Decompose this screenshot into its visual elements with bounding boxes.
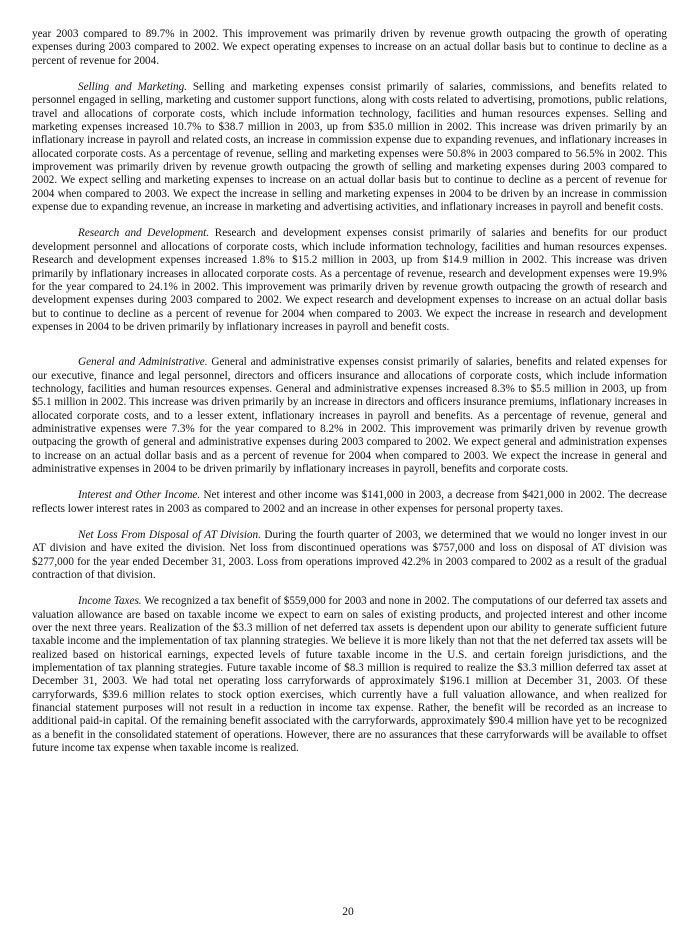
- paragraph-text: year 2003 compared to 89.7% in 2002. This improvement was primarily driven by revenue growth outpacing the growth of operating expenses during 2003 compared to 2002. We expect operating expenses to increase on an actual dollar basis but to continue to decline as a percent of revenue for 2004.: [32, 28, 667, 67]
- paragraph-gap: [32, 334, 667, 356]
- document-page: [32, 28, 667, 756]
- paragraph-gap: [32, 214, 667, 227]
- paragraph-text: Research and development expenses consist primarily of salaries and benefits for our product development personnel and allocations of corporate costs, which include information technology, facilities and human resources expenses. Research and development expenses increased 1.8% to $15.2 million in 2003, up from $14.9 million in 2002. This increase was driven primarily by inflationary increases in allocated corporate costs. As a percentage of revenue, research and development expenses were 19.9% for the year compared to 24.1% in 2002. This improvement was primarily driven by revenue growth outpacing the growth of research and development expenses during 2003 compared to 2002. We expect research and development expenses to increase on an actual dollar basis but to continue to decline as a percent of revenue for 2004 when compared to 2003. We expect the increase in research and development expenses in 2004 to be driven primarily by inflationary increases in payroll and benefit costs.: [32, 227, 668, 333]
- paragraph-text: General and administrative expenses consist primarily of salaries, benefits and related expenses for our executive, finance and legal personnel, directors and officers insurance and allocations of corporate costs, which include information technology, facilities and human resources expenses. General and administrative expenses increased 8.3% to $5.5 million in 2003, up from $5.1 million in 2002. This increase was driven primarily by an increase in directors and officers insurance premiums, inflationary increases in allocated corporate costs, and to a lesser extent, inflationary increases in payroll and benefits. As a percentage of revenue, general and administrative expenses were 7.3% for the year compared to 8.2% in 2002. This improvement was primarily driven by revenue growth outpacing the growth of general and administrative expenses during 2003 compared to 2002. We expect general and administration expenses to increase on an actual dollar basis and as a percent of revenue for 2004 when compared to 2003. We expect the increase in general and administrative expenses in 2004 to be driven primarily by inflationary increases in payroll, benefits and corporate costs.: [32, 356, 667, 475]
- paragraph-text: Net interest and other income was $141,000 in 2003, a decrease from $421,000 in 2002. The decrease reflects lower interest rates in 2003 as compared to 2002 and an increase in other expenses for personal property taxes.: [32, 489, 667, 515]
- paragraph-interest-and-other-income: [32, 489, 667, 516]
- paragraph-gap: [32, 476, 667, 489]
- paragraph-income-taxes: [32, 595, 667, 755]
- paragraph-general-and-administrative: [32, 356, 667, 476]
- section-heading: Income Taxes.: [78, 595, 142, 608]
- paragraph-selling-and-marketing: [32, 81, 667, 214]
- paragraph-gap: [32, 516, 667, 529]
- paragraph-text: During the fourth quarter of 2003, we determined that we would no longer invest in our AT division and have exited the division. Net loss from discontinued operations was $757,000 and loss on disposal of AT division was $277,000 for the year ended December 31, 2003. Loss from operations improved 42.2% in 2003 compared to 2002 as a result of the gradual contraction of that division.: [32, 529, 667, 582]
- paragraph-operating-expenses-continued: [32, 28, 667, 68]
- section-heading: General and Administrative.: [78, 356, 208, 369]
- section-heading: Selling and Marketing.: [78, 81, 187, 94]
- section-heading: Net Loss From Disposal of AT Division.: [78, 529, 261, 541]
- paragraph-text: We recognized a tax benefit of $559,000 for 2003 and none in 2002. The computations of our deferred tax assets and valuation allowance are based on taxable income we expect to earn on sales of existing products, and projected interest and other income over the next three years. Realization of the $3.3 million of net deferred tax assets is dependent upon our ability to generate sufficient future taxable income and the implementation of tax planning strategies. We believe it is more likely than not that the net deferred tax assets will be realized based on historical earnings, expected levels of future taxable income in the U.S. and certain foreign jurisdictions, and the implementation of tax planning strategies. Future taxable income of $8.3 million is required to realize the $3.3 million deferred tax asset at December 31, 2003. We had total net operating loss carryforwards of approximately $196.1 million at December 31, 2003. Of these carryforwards, $39.6 million relates to stock option exercises, which currently have a full valuation allowance, and when realized for financial statement purposes will not result in a reduction in income tax expense. Rather, the benefit will be recorded as an increase to additional paid-in capital. Of the remaining benefit associated with the carryforwards, approximately $90.4 million have yet to be recognized as a benefit in the consolidated statement of operations. However, there are no assurances that these carryforwards will be available to offset future income tax expense when taxable income is realized.: [32, 595, 668, 755]
- section-heading: Research and Development.: [78, 227, 210, 240]
- paragraph-gap: [32, 582, 667, 595]
- section-heading: Interest and Other Income.: [78, 489, 201, 502]
- page-number: 20: [342, 906, 354, 918]
- paragraph-research-and-development: [32, 227, 667, 334]
- paragraph-net-loss-at-division: [32, 529, 667, 582]
- paragraph-text: Selling and marketing expenses consist primarily of salaries, commissions, and benefits related to personnel engaged in selling, marketing and customer support functions, along with costs related to advertising, promotions, public relations, travel and allocations of corporate costs, which include information technology, facilities and human resources expenses. Selling and marketing expenses increased 10.7% to $38.7 million in 2003, up from $35.0 million in 2002. This increase was driven primarily by an inflationary increase in payroll and related costs, an increase in commission expense due to expanding revenues, and inflationary increases in allocated corporate costs. As a percentage of revenue, selling and marketing expenses were 50.8% in 2003 compared to 56.5% in 2002. This improvement was primarily driven by revenue growth outpacing the growth of selling and marketing expenses during 2003 compared to 2002. We expect selling and marketing expenses to increase on an actual dollar basis but to continue to decline as a percent of revenue for 2004 when compared to 2003. We expect the increase in selling and marketing expenses in 2004 to be driven by an increase in commission expense due to expanding revenue, an increase in marketing and advertising activities, and inflationary increases in payroll and benefit costs.: [32, 81, 667, 214]
- paragraph-gap: [32, 68, 667, 81]
